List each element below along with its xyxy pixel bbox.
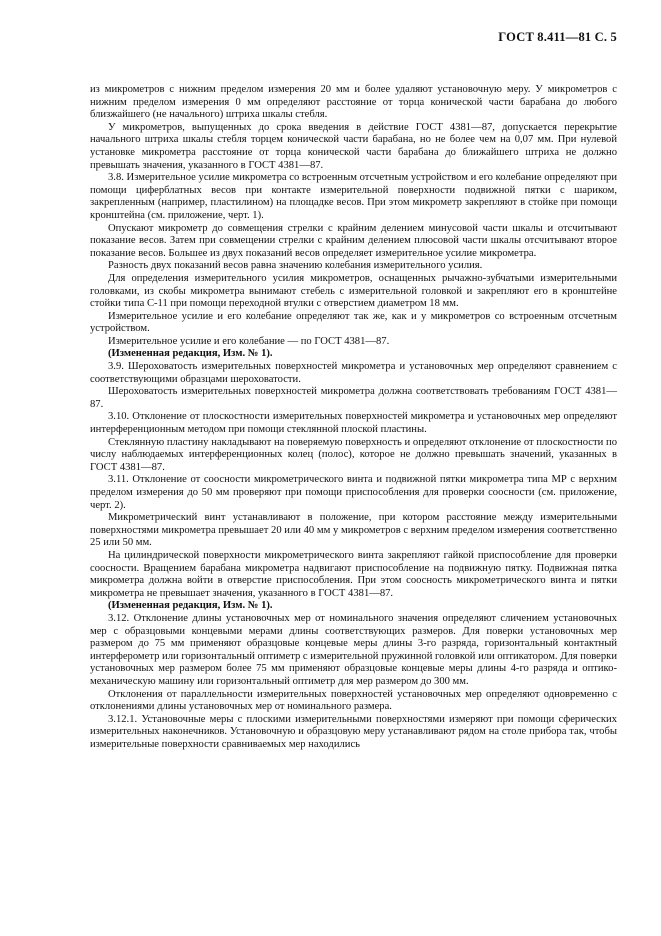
paragraph: Опускают микрометр до совмещения стрелки с крайним делением минусовой части шкалы и отсчитывают показание весов. Затем при совмещении стрелки с крайним делением плюсовой части шкалы отсчитывают второе показание весов. Большее из двух показаний весов определяет измерительное усилие микрометра. xyxy=(90,222,617,259)
paragraph: 3.10. Отклонение от плоскостности измерительных поверхностей микрометра и установочных мер определяют интерференционным методом при помощи стеклянной плоской пластины. xyxy=(90,411,617,436)
document-body xyxy=(90,84,617,751)
paragraph: На цилиндрической поверхности микрометрического винта закрепляют гайкой приспособление для проверки соосности. Вращением барабана микрометра надвигают приспособление на подвижную пятку. Подвижная пятка микрометра должна войти в отверстие приспособления. При этом соосность микрометрического винта и пятки микрометра не превышает значения, указанного в ГОСТ 4381—87. xyxy=(90,549,617,599)
paragraph: 3.12.1. Установочные меры с плоскими измерительными поверхностями измеряют при помощи сферических измерительных наконечников. Установочную и образцовую меру устанавливают рядом на столе прибора так, чтобы измерительные поверхности сравниваемых мер находились xyxy=(90,713,617,750)
amendment-note: (Измененная редакция, Изм. № 1). xyxy=(108,600,273,612)
paragraph: Шероховатость измерительных поверхностей микрометра должна соответствовать требованиям ГОСТ 4381—87. xyxy=(90,386,617,410)
paragraph: 3.9. Шероховатость измерительных поверхностей микрометра и установочных мер определяют сравнением с соответствующими образцами шероховатости. xyxy=(90,361,617,385)
amendment-note: (Измененная редакция, Изм. № 1). xyxy=(108,348,273,360)
page-header: ГОСТ 8.411—81 С. 5 xyxy=(498,30,617,44)
paragraph: Для определения измерительного усилия микрометров, оснащенных рычажно-зубчатыми измерительными головками, из скобы микрометра вынимают стебель с измерительной головкой и закрепляют его в кронштейне стойки типа С-11 при помощи переходной втулки с отверстием диаметром 18 мм. xyxy=(90,272,617,310)
paragraph: 3.11. Отклонение от соосности микрометрического винта и подвижной пятки микрометра типа МР с верхним пределом измерения до 50 мм проверяют при помощи приспособления для проверки соосности (см. приложение, черт. 2). xyxy=(90,474,617,511)
paragraph: Разность двух показаний весов равна значению колебания измерительного усилия. xyxy=(108,260,483,272)
paragraph: Измерительное усилие и его колебание — по ГОСТ 4381—87. xyxy=(108,335,390,347)
paragraph: У микрометров, выпущенных до срока введения в действие ГОСТ 4381—87, допускается перекрытие начального штриха шкалы стебля торцем конической части барабана, но не более чем на 0,07 мм. При нулевой установке микрометра расстояние от торца конической части барабана до ближайшего штриха не должно превышать значения, указанного в ГОСТ 4381—87. xyxy=(90,121,617,171)
paragraph: Стеклянную пластину накладывают на поверяемую поверхность и определяют отклонение от плоскостности по числу наблюдаемых интерференционных колец (полос), которое не должно превышать значений, указанных в ГОСТ 4381—87. xyxy=(90,436,617,473)
paragraph: 3.12. Отклонение длины установочных мер от номинального значения определяют сличением установочных мер с образцовыми концевыми мерами длины соответствующих размеров. Для поверки установочных мер размером до 75 мм применяют образцовые концевые меры длины 3-го разряда, горизонтальный контактный интерферометр или горизонтальный оптиметр с измерительной пружинной головкой или оптикатором. Для поверки установочных мер размером более 75 мм применяют образцовые концевые меры длины 4-го разряда и оптико-механическую машину или горизонтальный оптиметр для мер размером до 300 мм. xyxy=(90,612,617,687)
paragraph: Микрометрический винт устанавливают в положение, при котором расстояние между измерительными поверхностями микрометра превышает 20 или 40 мм у микрометров с верхним пределом измерения соответственно 25 или 50 мм. xyxy=(90,512,617,549)
paragraph: Отклонения от параллельности измерительных поверхностей установочных мер определяют одновременно с отклонениями длины установочных мер от номинального размера. xyxy=(90,688,617,713)
paragraph: Измерительное усилие и его колебание определяют так же, как и у микрометров со встроенным отсчетным устройством. xyxy=(90,310,617,335)
paragraph: из микрометров с нижним пределом измерения 20 мм и более удаляют установочную меру. У микрометров с нижним пределом измерения 0 мм определяют расстояние от торца конической части барабана до любого близжайшего (не начального) штриха шкалы стебля. xyxy=(90,84,617,121)
paragraph: 3.8. Измерительное усилие микрометра со встроенным отсчетным устройством и его колебание определяют при помощи циферблатных весов при контакте измерительной поверхности подвижной пятки с шариком, закрепленным (например, пластилином) на площадке весов. При этом микрометр закрепляют в стойке при помощи кронштейна (см. приложение, черт. 1). xyxy=(90,172,617,221)
